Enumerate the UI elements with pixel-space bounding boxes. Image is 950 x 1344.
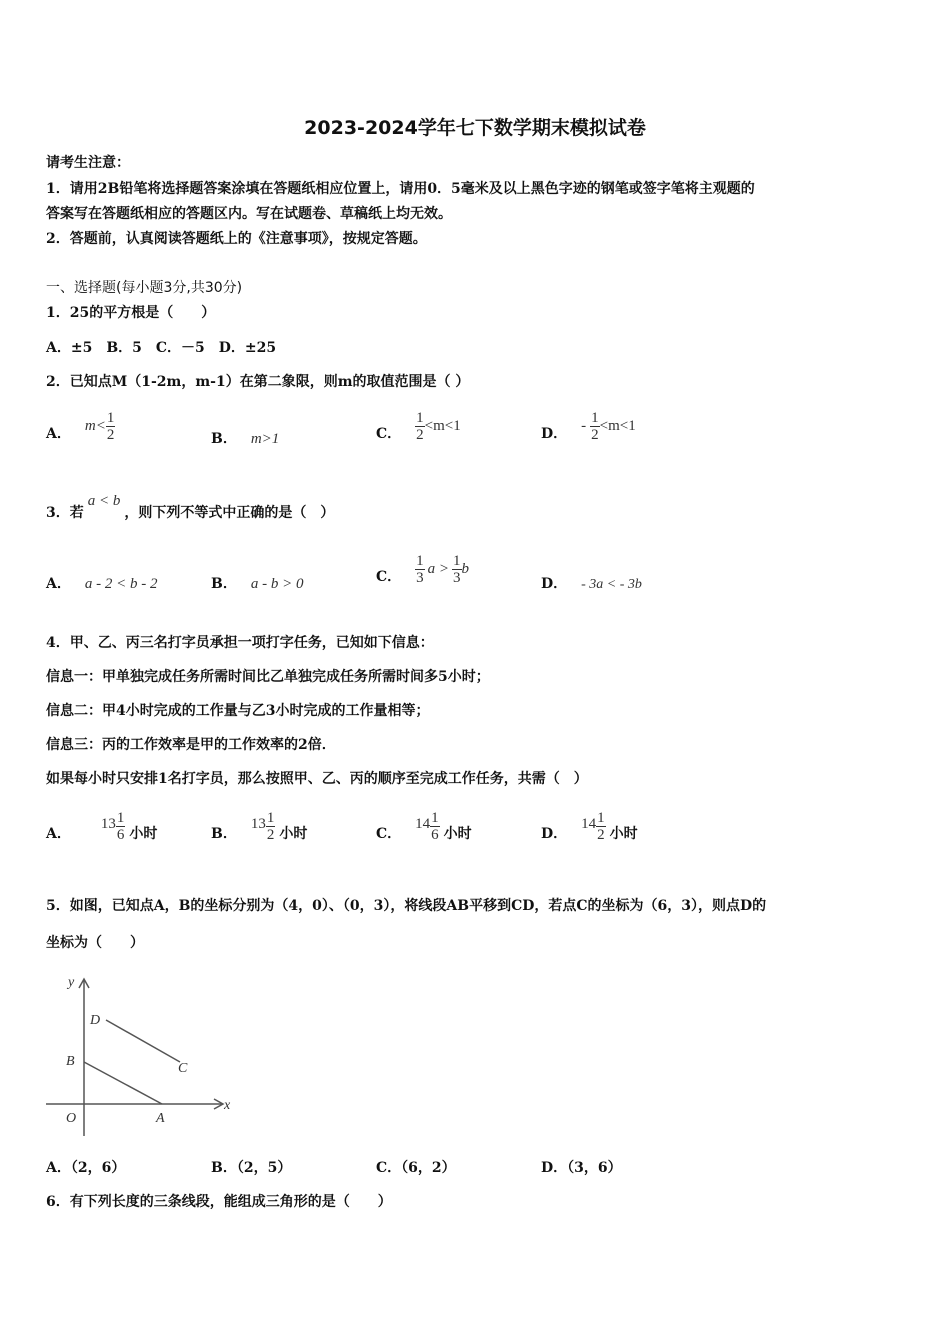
q2-option-a — [46, 403, 115, 449]
segment-ab — [84, 1062, 162, 1104]
point-a-label: A — [156, 1111, 165, 1126]
q2-option-c: C． $\frac{1}{2}$ <m<1 — [376, 409, 461, 443]
q3-stem-math: a < b — [87, 493, 121, 509]
page-title: 2023-2024学年七下数学期末模拟试卷 — [304, 117, 646, 139]
q4-info-2: 信息二：甲4小时完成的工作量与乙3小时完成的工作量相等； — [46, 703, 430, 719]
q5-stem-line-1: 5．如图，已知点A，B的坐标分别为（4，0）、（0，3），将线段AB平移到CD，若点C的坐标为（6，3），则点D的 — [46, 898, 767, 914]
q4-option-b: B． 13 $\frac{1}{2}$ 小时 — [211, 809, 308, 843]
q4-question: 如果每小时只安排1名打字员，那么按照甲、乙、丙的顺序至完成工作任务，共需（ ） — [46, 771, 588, 787]
q3-option-a: A． a - 2 < b - 2 — [46, 576, 158, 592]
segment-cd — [106, 1020, 180, 1062]
x-axis-label: x — [224, 1098, 231, 1113]
q2-option-d: D． - $\frac{1}{2}$ <m<1 — [541, 409, 636, 443]
q3-option-c: C． $\frac{1}{3}$ a > $\frac{1}{3}$ b — [376, 552, 470, 586]
q2-a-fraction: $\frac{1}{2}$ — [106, 409, 115, 443]
q5-stem-line-2: 坐标为（ ） — [46, 935, 144, 951]
q2-c-fraction: $\frac{1}{2}$ — [416, 409, 424, 443]
notice-line-3: 2．答题前，认真阅读答题纸上的《注意事项》，按规定答题。 — [46, 231, 427, 247]
q4-option-d: D． 14 $\frac{1}{2}$ 小时 — [541, 809, 638, 843]
notice-heading: 请考生注意： — [46, 155, 130, 171]
q4-stem: 4．甲、乙、丙三名打字员承担一项打字任务，已知如下信息： — [46, 635, 434, 651]
q2-d-fraction: $\frac{1}{2}$ — [591, 409, 599, 443]
notice-line-2: 答案写在答题纸相应的答题区内。写在试题卷、草稿纸上均无效。 — [46, 206, 452, 222]
point-b-label: B — [66, 1054, 75, 1069]
q3-option-d: D． - 3a < - 3b — [541, 576, 642, 592]
q3-option-b: B． a - b > 0 — [211, 576, 304, 592]
q2-a-lhs: m< — [84, 417, 106, 434]
q4-option-c: C． 14 $\frac{1}{6}$ 小时 — [376, 809, 472, 843]
point-d-label: D — [90, 1013, 101, 1028]
q2-stem: 2．已知点M（1-2m，m-1）在第二象限，则m的取值范围是（ ） — [46, 374, 470, 390]
q4-info-1: 信息一：甲单独完成任务所需时间比乙单独完成任务所需时间多5小时； — [46, 669, 490, 685]
section-heading: 一、选择题(每小题3分,共30分) — [46, 280, 243, 296]
option-label: A． — [46, 426, 71, 442]
q5-option-b: B．（2，5） — [211, 1160, 292, 1176]
q5-option-a: A．（2，6） — [46, 1160, 126, 1176]
q4-info-3: 信息三：丙的工作效率是甲的工作效率的2倍． — [46, 737, 336, 753]
point-c-label: C — [178, 1061, 188, 1076]
q2-option-b: B． m>1 — [211, 431, 280, 447]
origin-label: O — [66, 1111, 77, 1126]
notice-line-1: 1．请用2B铅笔将选择题答案涂填在答题纸相应位置上，请用0．5毫米及以上黑色字迹的钢笔或签字笔将主观题的 — [46, 181, 755, 197]
coordinate-graph — [44, 970, 244, 1140]
q5-option-c: C．（6，2） — [376, 1160, 456, 1176]
q6-stem: 6．有下列长度的三条线段，能组成三角形的是（ ） — [46, 1194, 392, 1210]
q3-stem: 3．若a < b，则下列不等式中正确的是（ ） — [46, 493, 335, 521]
y-axis-label: y — [68, 975, 75, 990]
q1-stem: 1．25的平方根是（ ） — [46, 305, 216, 321]
q1-options: A．±5 B．5 C．－5 D．±25 — [46, 340, 277, 356]
q5-option-d: D．（3，6） — [541, 1160, 622, 1176]
q4-option-a: A． 13 $\frac{1}{6}$ 小时 — [46, 809, 158, 843]
